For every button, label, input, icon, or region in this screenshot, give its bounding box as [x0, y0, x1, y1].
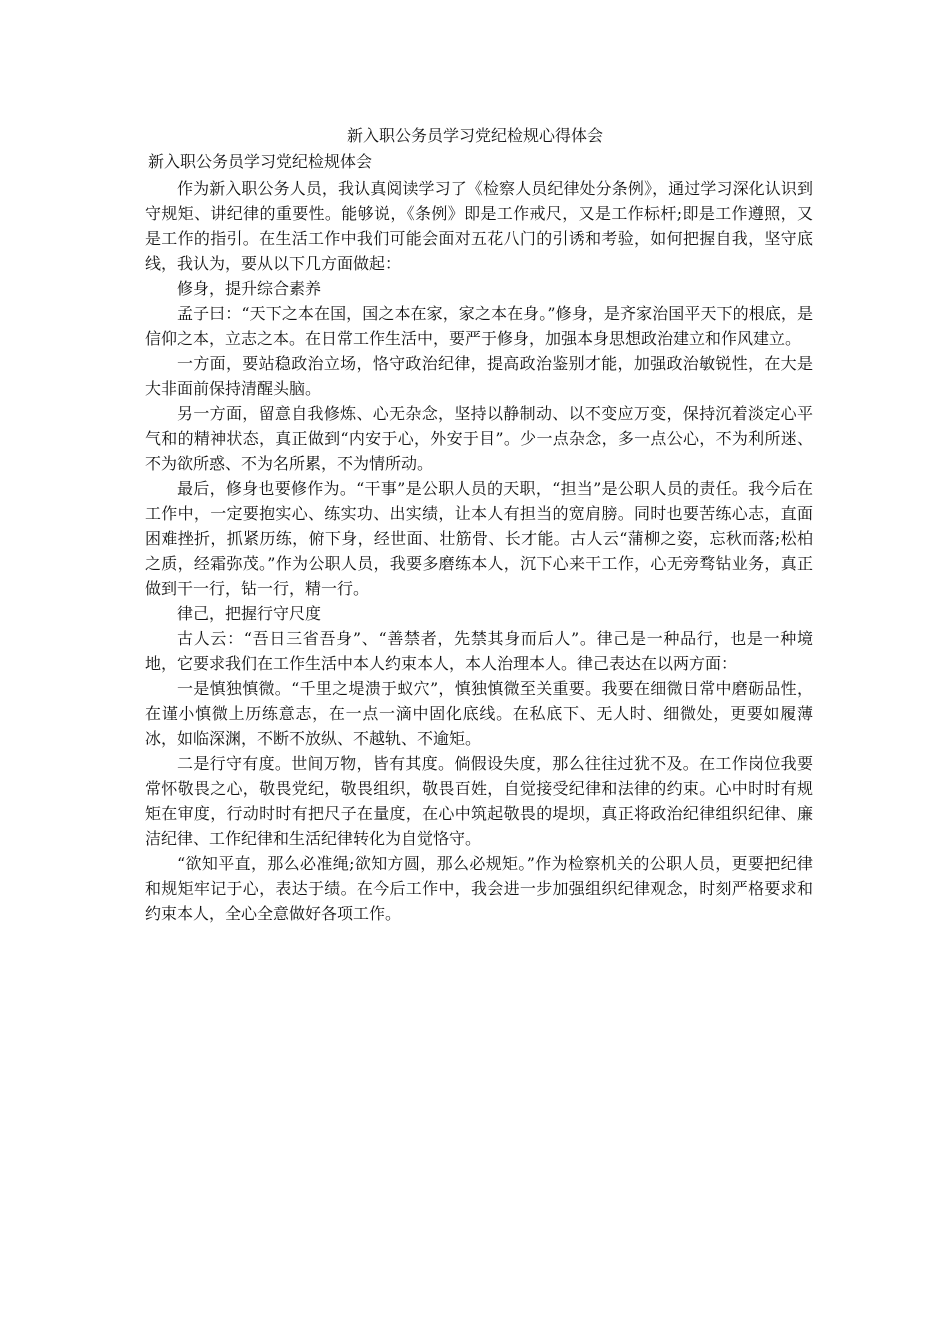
paragraph: 一是慎独慎微。“千里之堤溃于蚁穴”，慎独慎微至关重要。我要在细微日常中磨砺品性，在谨小慎微上历练意志，在一点一滴中固化底线。在私底下、无人时、细微处，更要如履薄冰，如临深渊，不断不放纵、不越轨、不逾矩。 [145, 679, 813, 748]
paragraph: 最后，修身也要修作为。“干事”是公职人员的天职，“担当”是公职人员的责任。我今后在工作中，一定要抱实心、练实功、出实绩，让本人有担当的宽肩膀。同时也要苦练心志，直面困难挫折，抓紧历练，俯下身，经世面、壮筋骨、长才能。古人云“蒲柳之姿，忘秋而落;松柏之质，经霜弥茂。”作为公职人员，我要多磨练本人，沉下心来干工作，心无旁骛钻业务，真正做到干一行，钻一行，精一行。 [145, 479, 813, 598]
document-body [145, 176, 813, 926]
paragraph-closing: “欲知平直，那么必准绳;欲知方圆，那么必规矩。”作为检察机关的公职人员，更要把纪律和规矩牢记于心，表达于绩。在今后工作中，我会进一步加强组织纪律观念，时刻严格要求和约束本人，全心全意做好各项工作。 [145, 854, 813, 923]
paragraph: 一方面，要站稳政治立场，恪守政治纪律，提高政治鉴别才能，加强政治敏锐性，在大是大非面前保持清醒头脑。 [145, 354, 813, 398]
paragraph: 古人云：“吾日三省吾身”、“善禁者，先禁其身而后人”。律己是一种品行，也是一种境地，它要求我们在工作生活中本人约束本人，本人治理本人。律己表达在以两方面： [145, 629, 813, 673]
document-subtitle: 新入职公务员学习党纪检规体会 [148, 152, 373, 171]
paragraph: 另一方面，留意自我修炼、心无杂念，坚持以静制动、以不变应万变，保持沉着淡定心平气和的精神状态，真正做到“内安于心，外安于目”。少一点杂念，多一点公心，不为利所迷、不为欲所惑、不为名所累，不为情所动。 [145, 404, 813, 473]
document-title: 新入职公务员学习党纪检规心得体会 [346, 126, 603, 145]
paragraph-intro: 作为新入职公务人员，我认真阅读学习了《检察人员纪律处分条例》，通过学习深化认识到守规矩、讲纪律的重要性。能够说，《条例》即是工作戒尺，又是工作标杆;即是工作遵照，又是工作的指引。在生活工作中我们可能会面对五花八门的引诱和考验，如何把握自我，坚守底线，我认为，要从以下几方面做起： [145, 179, 813, 273]
paragraph: 二是行守有度。世间万物，皆有其度。倘假设失度，那么往往过犹不及。在工作岗位我要常怀敬畏之心，敬畏党纪，敬畏组织，敬畏百姓，自觉接受纪律和法律的约束。心中时时有规矩在审度，行动时时有把尺子在量度，在心中筑起敬畏的堤坝，真正将政治纪律组织纪律、廉洁纪律、工作纪律和生活纪律转化为自觉恪守。 [145, 754, 813, 848]
section-heading-lvji: 律己，把握行守尺度 [177, 604, 322, 623]
section-heading-xiushen: 修身，提升综合素养 [177, 279, 322, 298]
paragraph: 孟子曰：“天下之本在国，国之本在家，家之本在身。”修身，是齐家治国平天下的根底，是信仰之本，立志之本。在日常工作生活中，要严于修身，加强本身思想政治建立和作风建立。 [145, 304, 813, 348]
